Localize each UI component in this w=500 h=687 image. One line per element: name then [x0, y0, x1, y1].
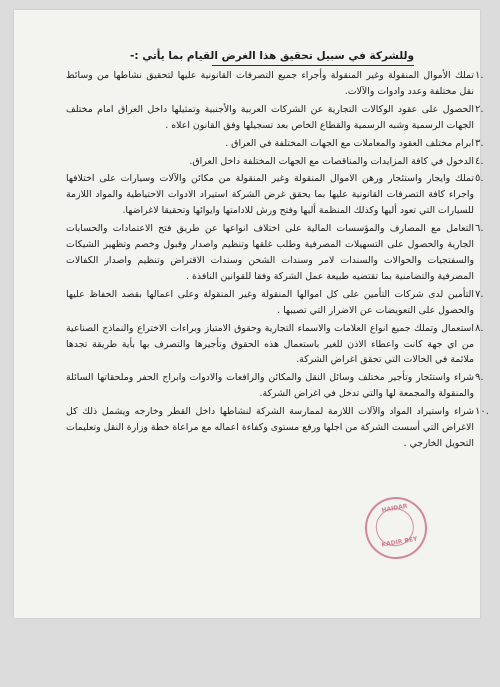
item-number: ٢.: [475, 103, 484, 115]
list-item-5: [66, 171, 484, 219]
item-number: ٥.: [475, 173, 484, 185]
items-list: [66, 68, 489, 452]
list-item-7: [66, 287, 484, 319]
item-text: الدخول في كافة المزايدات والمناقصات مع الجهات المختلفة داخل العراق.: [189, 155, 474, 167]
list-item-3: [66, 136, 484, 152]
item-text: التعامل مع المصارف والمؤسسات المالية على اختلاف انواعها عن طريق فتح الاعتمادات والحسابات الجارية والحصول على التسهيلات المصرفية وطلب غلقها وتنظيم واصدار وقبول وخصم وتظهير الشيكات والسفتجيات والحوالات والسندات لامر وسندات الشحن وسندات الاقتراض وتنظيم واصدار الكفالات المصرفية والتضامنية بما تقتضيه طبيعة عمل الشركة وفقا للقوانين النافذة .: [66, 223, 474, 282]
item-text: الحصول على عقود الوكالات التجارية عن الشركات العربية والأجنبية وتمثيلها داخل العراق امام مختلف الجهات الرسمية وشبه الرسمية والقطاع الخاص بعد تسجيلها وفق القانون اعلاه .: [66, 103, 474, 131]
item-number: ٦.: [475, 223, 484, 235]
item-text: استعمال وتملك جميع انواع العلامات والاسماء التجارية وحقوق الامتياز وبراءات الاختراع والنماذج الصناعية من اي جهة كانت واعطاء الاذن للغير باستعمال هذه الحقوق وتأجيرها والتصرف بها بأية طريقة تجدها ملائمة في الحالات التي تحقق اغراض الشركة.: [66, 322, 474, 366]
heading-underline: [212, 65, 414, 66]
official-stamp: [360, 492, 432, 564]
item-text: تملك وايجار واستئجار ورهن الاموال المنقولة وغير المنقولة من مكائن والآلات وسيارات على اختلافها واجراء كافة التصرفات القانونية عليها بما يحقق غرض الشركة استيراد الادوات الاحتياطية والمواد اللازمة للسيارات التي تعود أليها وكذلك المنظمة أليها وفتح ورش للادامتها وايوائها وتحقيقا لاغراضها.: [66, 173, 474, 217]
stamp-bottom-text: KADIR BEY: [381, 535, 418, 549]
list-item-2: [66, 102, 484, 134]
list-item-8: [66, 321, 484, 369]
item-number: ١٠.: [475, 406, 489, 418]
item-number: ٣.: [475, 137, 484, 149]
item-text: التأمين لدى شركات التأمين على كل اموالها المنقولة وغير المنقولة وعلى اعمالها بقصد الحفاظ عليها والحصول على التعويضات عن الاضرار التي تصيبها .: [66, 288, 474, 316]
item-number: ١.: [475, 70, 484, 81]
item-text: شراء واستيراد المواد والآلات اللازمة لممارسة الشركة لنشاطها داخل القطر وخارجه ويشمل ذلك كل الاغراض التي أسست الشركة من اجلها ورفع مستوى وكفاءة اعماله مع مراعاة خطة وزارة النقل وتعليمات التحويل الخارجي .: [66, 406, 474, 449]
item-number: ٤.: [475, 155, 484, 167]
item-text: شراء واستئجار وتأجير مختلف وسائل النقل والمكائن والرافعات والادوات وابراج الحفر وملحقاتها السائلة والمنقولة والمجمعة لها والتي تدخل في اغراض الشركة.: [66, 372, 474, 400]
item-text: ابرام مختلف العقود والمعاملات مع الجهات المختلفة في العراق .: [225, 137, 474, 149]
section-heading: وللشركة في سبيل تحقيق هذا الغرض القيام بما يأتي :-: [130, 50, 414, 62]
document-page: [14, 10, 489, 618]
list-item-4: [66, 154, 484, 170]
list-item-10: [66, 404, 489, 452]
item-number: ٩.: [475, 372, 484, 384]
list-item-1: [66, 68, 484, 100]
stamp-top-text: HAIDAR: [381, 502, 409, 515]
item-text: تملك الأموال المنقولة وغير المنقولة وأجراء جميع التصرفات القانونية عليها لتحقيق نشاطها من وسائط نقل مختلفة وعدد وادوات والآلات.: [66, 70, 474, 97]
item-number: ٧.: [475, 288, 484, 300]
list-item-6: [66, 221, 484, 285]
item-number: ٨.: [475, 322, 484, 334]
list-item-9: [66, 370, 484, 402]
